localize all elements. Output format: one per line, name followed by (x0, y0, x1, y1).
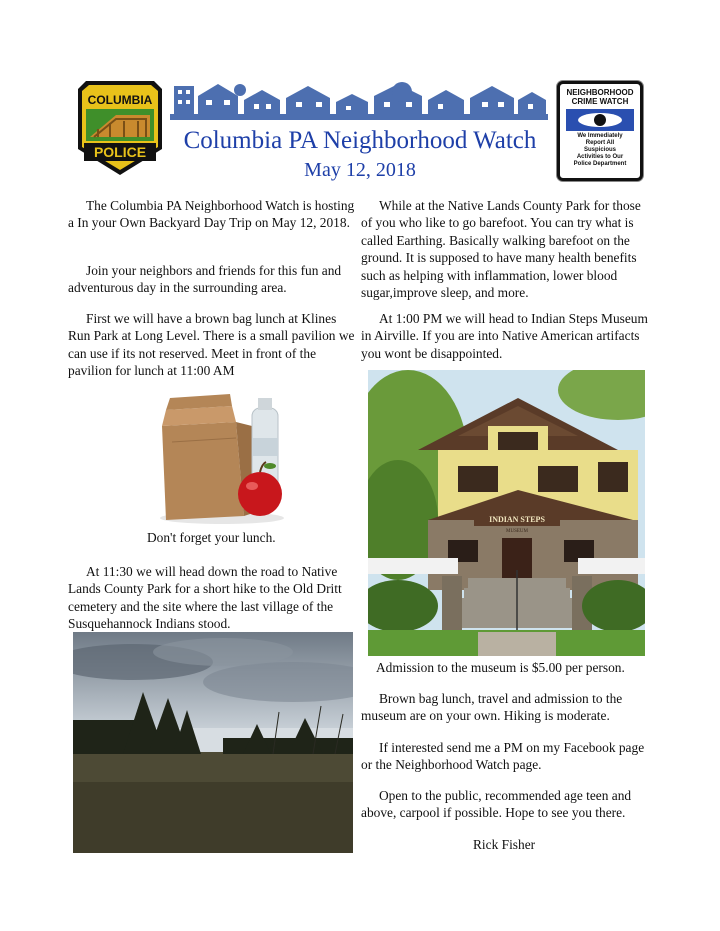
sign-bottom-line: Police Department (573, 161, 627, 167)
join-text: Join your neighbors and friends for this fun and adventurous day in the surrounding area. (68, 263, 342, 296)
sign-bottom-line: We Immediately (577, 133, 623, 139)
sign-bottom-line: Activities to Our (576, 154, 624, 160)
costs-text: Brown bag lunch, travel and admission to the museum are on your own. Hiking is moderate. (361, 691, 623, 724)
eye-icon (566, 109, 634, 131)
intro-paragraph (68, 197, 356, 232)
earthing-text: While at the Native Lands County Park for those of you who like to go barefoot. You can try what is called Earthing. Basically walking barefoot on the ground. It is supposed to have many health benefits such as helping with inflammation, lower blood sugar,improve sleep, and more. (361, 198, 641, 301)
indian-steps-museum-image (368, 370, 645, 656)
page-date: May 12, 2018 (304, 159, 416, 181)
museum-text: At 1:00 PM we will head to Indian Steps Museum in Airville. If you are into Native American artifacts you wont be disappointed. (361, 311, 648, 361)
costs-paragraph (361, 690, 651, 725)
lunch-caption: Don't forget your lunch. (147, 530, 276, 545)
park-landscape-image (73, 632, 353, 853)
lunch-paragraph (68, 310, 356, 380)
sign-header (560, 88, 640, 106)
sign-bottom-line: Suspicious (583, 147, 616, 153)
earthing-paragraph (361, 197, 651, 301)
contact-paragraph (361, 739, 651, 774)
public-text: Open to the public, recommended age teen and above, carpool if possible. Hope to see you there. (361, 788, 632, 821)
join-paragraph (68, 262, 356, 297)
contact-text: If interested send me a PM on my Facebook page or the Neighborhood Watch page. (361, 740, 645, 773)
sign-top-line: NEIGHBORHOOD (566, 88, 634, 97)
signature: Rick Fisher (473, 837, 536, 852)
brown-bag-lunch-image (152, 386, 298, 526)
police-badge-icon (76, 79, 164, 177)
page-title: Columbia PA Neighborhood Watch (183, 127, 537, 154)
sign-top-line: CRIME WATCH (571, 97, 629, 106)
admission-caption: Admission to the museum is $5.00 per person. (376, 660, 625, 675)
museum-paragraph (361, 310, 651, 362)
intro-text: The Columbia PA Neighborhood Watch is hosting a In your Own Backyard Day Trip on May 12, 2018. (68, 198, 355, 231)
museum-sign-text: INDIAN STEPS (489, 515, 545, 524)
badge-bottom-text: POLICE (93, 144, 147, 160)
crime-watch-sign-icon (557, 81, 643, 181)
badge-top-text: COLUMBIA (87, 93, 153, 107)
hike-paragraph (68, 563, 356, 633)
lunch-text: First we will have a brown bag lunch at Klines Run Park at Long Level. There is a small pavilion we can use if its not reserved. Meet in front of the pavilion for lunch at 11:00 AM (68, 311, 355, 379)
museum-sign-sub: MUSEUM (506, 529, 528, 534)
houses-strip-icon (170, 80, 548, 120)
public-paragraph (361, 787, 651, 822)
sign-bottom-line: Report All (585, 140, 615, 146)
sign-footer (560, 133, 640, 168)
hike-text: At 11:30 we will head down the road to Native Lands County Park for a short hike to the Old Dritt cemetery and the site where the last village of the Susquehannock Indians stood. (68, 564, 342, 632)
